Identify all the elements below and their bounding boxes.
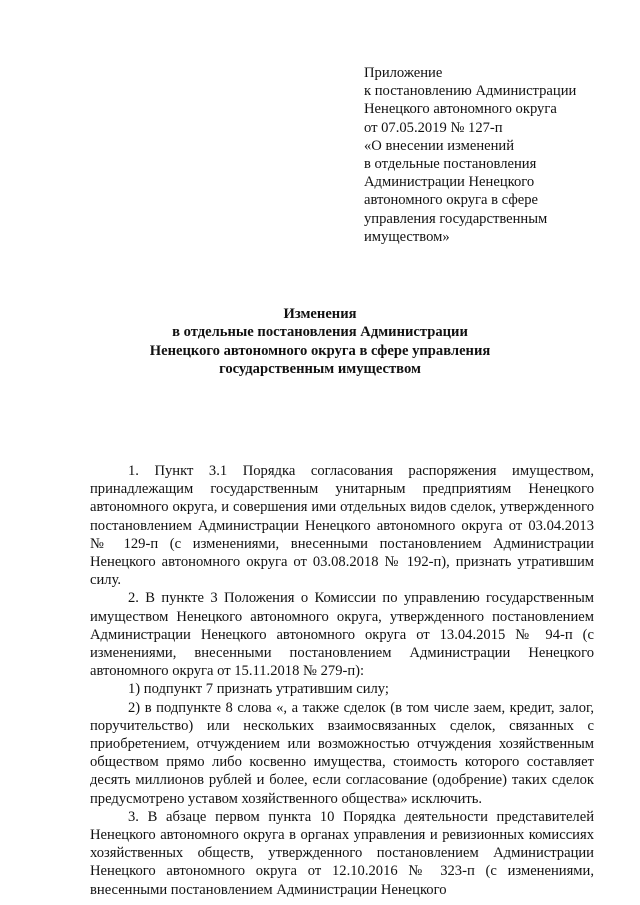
appendix-line: от 07.05.2019 № 127-п [364, 119, 503, 136]
paragraph-1: 1. Пункт 3.1 Порядка согласования распоряжения имуществом, принадлежащим государственным унитарным предприятиям Ненецкого автономного округа, и совершения ими отдельных видов сделок, утвержденного постановлением Администрации Ненецкого автономного округа от 03.04.2013 № 129-п (с изменениями, внесенными постановлением Администрации Ненецкого автономного округа от 03.08.2018 № 192-п), признать утратившим силу. [90, 463, 594, 589]
appendix-line: автономного округа в сфере [364, 192, 539, 209]
document-title [90, 305, 550, 379]
document-body [90, 462, 594, 899]
title-line: Ненецкого автономного округа в сфере управления [149, 342, 491, 359]
appendix-line: управления государственным [364, 210, 548, 227]
appendix-line: Ненецкого автономного округа [364, 101, 557, 118]
appendix-line: «О внесении изменений [364, 137, 515, 154]
appendix-block [364, 64, 614, 246]
paragraph-3: 3. В абзаце первом пункта 10 Порядка деятельности представителей Ненецкого автономного округа в органах управления и ревизионных комиссиях хозяйственных обществ, утвержденного постановлением Администрации Ненецкого автономного округа от 12.10.2016 № 323-п (с изменениями, внесенными постановлением Администрации Ненецкого [90, 808, 594, 898]
appendix-line: Администрации Ненецкого [364, 174, 535, 191]
title-line: государственным имуществом [219, 361, 421, 378]
title-line: Изменения [283, 306, 357, 322]
appendix-line: в отдельные постановления [364, 156, 537, 173]
paragraph-2-sub-1: 1) подпункт 7 признать утратившим силу; [128, 681, 389, 698]
appendix-line: имуществом» [364, 228, 450, 245]
paragraph-2-sub-2: 2) в подпункте 8 слова «, а также сделок (в том числе заем, кредит, залог, поручительство) или нескольких взаимосвязанных сделок, связанных с приобретением, отчуждением или возможностью отчуждения хозяйственным обществом прямо либо косвенно имущества, стоимость которого составляет десять миллионов рублей и более, если согласование (одобрение) таких сделок предусмотрено уставом хозяйственного общества» исключить. [90, 699, 594, 807]
appendix-line: к постановлению Администрации [364, 83, 577, 100]
appendix-line: Приложение [364, 65, 443, 81]
paragraph-2: 2. В пункте 3 Положения о Комиссии по управлению государственным имуществом Ненецкого автономного округа, утвержденного постановлением Администрации Ненецкого автономного округа от 13.04.2015 № 94-п (с изменениями, внесенными постановлением Администрации Ненецкого автономного округа от 15.11.2018 № 279-п): [90, 590, 594, 680]
title-line: в отдельные постановления Администрации [172, 324, 468, 341]
